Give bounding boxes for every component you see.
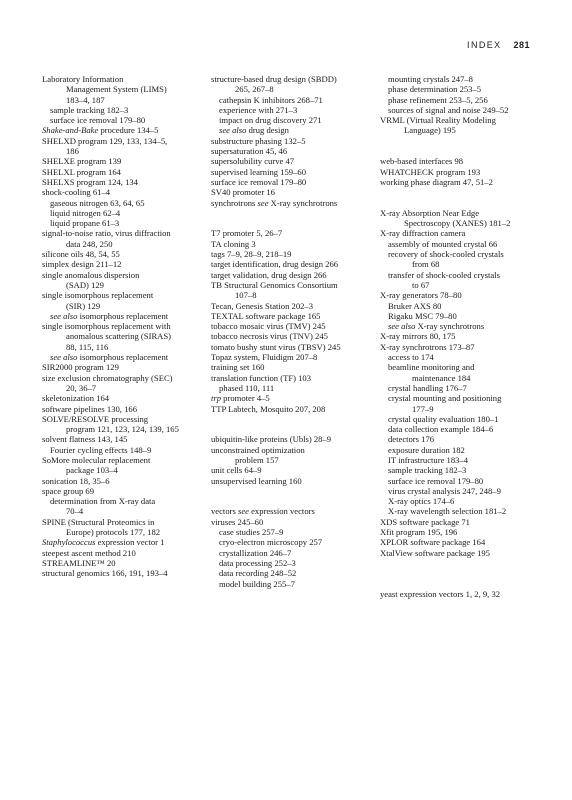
index-entry: Laboratory Information (42, 74, 124, 84)
index-entry: transfer of shock-cooled crystals (388, 269, 500, 280)
index-entry: X-ray generators 78–80 (380, 290, 462, 301)
index-entry: Staphylococcus expression vector 1 (42, 537, 165, 548)
index-entry: size exclusion chromatography (SEC) (42, 372, 173, 383)
index-entry: liquid propane 61–3 (50, 218, 120, 229)
index-entry: Management System (LIMS) (66, 84, 167, 95)
index-entry: gaseous nitrogen 63, 64, 65 (50, 197, 145, 208)
index-entry: phase determination 253–5 (388, 84, 482, 95)
index-entry: XPLOR software package 164 (380, 537, 486, 548)
index-entry: 177–9 (412, 403, 434, 414)
index-entry: single isomorphous replacement (42, 290, 154, 301)
index-entry: case studies 257–9 (219, 527, 284, 538)
index-entry: TA cloning 3 (211, 238, 256, 249)
index-entry: X-ray wavelength selection 181–2 (388, 506, 507, 517)
index-entry: X-ray Absorption Near Edge (380, 207, 480, 218)
index-spacer (211, 218, 381, 228)
index-entry: unconstrained optimization (211, 444, 305, 455)
index-entry: sample tracking 182–3 (50, 104, 129, 115)
index-entry: experience with 271–3 (219, 104, 298, 115)
index-entry: VRML (Virtual Reality Modeling (380, 115, 496, 126)
index-column-3 (380, 74, 560, 599)
index-entry: Topaz system, Fluidigm 207–8 (211, 352, 318, 363)
index-entry: 186 (66, 146, 79, 157)
index-entry: crystallization 246–7 (219, 547, 292, 558)
index-entry: Europe) protocols 177, 182 (66, 527, 161, 538)
index-entry: package 103–4 (66, 465, 118, 476)
index-entry: X-ray diffraction camera (380, 228, 466, 239)
index-spacer (380, 187, 560, 197)
index-entry: SOLVE/RESOLVE processing (42, 413, 149, 424)
index-entry: virus crystal analysis 247, 248–9 (388, 485, 501, 496)
index-entry: yeast expression vectors 1, 2, 9, 32 (380, 588, 501, 599)
index-entry: supersolubility curve 47 (211, 156, 295, 167)
index-entry: solvent flatness 143, 145 (42, 434, 128, 445)
index-spacer (211, 414, 381, 424)
index-entry: Tecan, Genesis Station 202–3 (211, 300, 314, 311)
index-entry: SHELXS program 124, 134 (42, 176, 138, 187)
index-entry: Spectroscopy (XANES) 181–2 (404, 218, 511, 229)
index-entry: supervised learning 159–60 (211, 166, 306, 177)
index-entry: cryo-electron microscopy 257 (219, 537, 323, 548)
index-entry: crystal handling 176–7 (388, 382, 467, 393)
index-entry: surface ice removal 179–80 (211, 176, 307, 187)
index-entry: tobacco necrosis virus (TNV) 245 (211, 331, 328, 342)
index-column-1 (42, 74, 202, 579)
index-entry: target validation, drug design 266 (211, 269, 327, 280)
index-entry: X-ray synchrotrons 173–87 (380, 341, 475, 352)
index-entry: unsupervised learning 160 (211, 475, 302, 486)
index-entry: silicone oils 48, 54, 55 (42, 249, 120, 260)
index-entry: TB Structural Genomics Consortium (211, 279, 338, 290)
index-spacer (380, 136, 560, 146)
index-entry: recovery of shock-cooled crystals (388, 249, 504, 260)
index-entry: access to 174 (388, 352, 434, 363)
index-entry: translation function (TF) 103 (211, 372, 312, 383)
index-entry: sample tracking 182–3 (388, 465, 467, 476)
index-entry: 107–8 (235, 290, 257, 301)
index-entry: Shake-and-Bake procedure 134–5 (42, 125, 159, 136)
index-entry: data 248, 250 (66, 238, 113, 249)
index-entry: unit cells 64–9 (211, 465, 262, 476)
index-entry: mounting crystals 247–8 (388, 74, 473, 84)
index-entry: Language) 195 (404, 125, 456, 136)
index-spacer (211, 496, 381, 506)
index-entry: target identification, drug design 266 (211, 259, 339, 270)
index-entry: (SIR) 129 (66, 300, 101, 311)
index-entry: skeletonization 164 (42, 393, 110, 404)
index-entry: SPINE (Structural Proteomics in (42, 516, 155, 527)
index-entry: see also isomorphous replacement (50, 352, 169, 363)
index-entry: signal-to-noise ratio, virus diffraction (42, 228, 171, 239)
index-entry: determination from X-ray data (50, 496, 156, 507)
index-entry: ubiquitin-like proteins (Ubls) 28–9 (211, 434, 332, 445)
index-entry: maintenance 184 (412, 372, 471, 383)
index-entry: SV40 promoter 16 (211, 187, 275, 198)
index-entry: 183–4, 187 (66, 94, 105, 105)
index-entry: surface ice removal 179–80 (50, 115, 146, 126)
index-entry: Fourier cycling effects 148–9 (50, 444, 152, 455)
index-spacer (380, 198, 560, 208)
page-number: 281 (513, 40, 530, 50)
index-spacer (380, 558, 560, 568)
index-entry: sources of signal and noise 249–52 (388, 104, 509, 115)
index-entry: single anomalous dispersion (42, 269, 140, 280)
index-entry: SoMore molecular replacement (42, 454, 151, 465)
index-entry: Bruker AXS 80 (388, 300, 442, 311)
index-entry: shock-cooling 61–4 (42, 187, 111, 198)
index-entry: 20, 36–7 (66, 382, 97, 393)
index-entry: synchrotrons see X-ray synchrotrons (211, 197, 338, 208)
index-entry: sonication 18, 35–6 (42, 475, 110, 486)
index-entry: SHELXE program 139 (42, 156, 122, 167)
index-entry: see also isomorphous replacement (50, 310, 169, 321)
index-entry: phased 110, 111 (219, 382, 275, 393)
index-spacer (211, 424, 381, 434)
index-entry: SHELXD program 129, 133, 134–5, (42, 135, 168, 146)
index-entry: impact on drug discovery 271 (219, 115, 322, 126)
index-entry: IT infrastructure 183–4 (388, 454, 469, 465)
index-entry: Xfit program 195, 196 (380, 527, 458, 538)
index-spacer (211, 486, 381, 496)
index-entry: steepest ascent method 210 (42, 547, 136, 558)
index-entry: supersaturation 45, 46 (211, 146, 288, 157)
index-entry: see also X-ray synchrotrons (388, 321, 485, 332)
running-header (467, 40, 530, 50)
index-entry: tobacco mosaic virus (TMV) 245 (211, 321, 326, 332)
index-entry: WHATCHECK program 193 (380, 166, 481, 177)
index-entry: training set 160 (211, 362, 265, 373)
index-entry: TTP Labtech, Mosquito 207, 208 (211, 403, 326, 414)
index-entry: data collection example 184–6 (388, 424, 494, 435)
index-entry: Rigaku MSC 79–80 (388, 310, 457, 321)
index-entry: SIR2000 program 129 (42, 362, 119, 373)
index-entry: model building 255–7 (219, 578, 295, 589)
index-entry: substructure phasing 132–5 (211, 135, 306, 146)
index-entry: trp promoter 4–5 (211, 393, 270, 404)
index-entry: XDS software package 71 (380, 516, 470, 527)
index-entry: liquid nitrogen 62–4 (50, 207, 121, 218)
index-entry: phase refinement 253–5, 256 (388, 94, 488, 105)
index-entry: cathepsin K inhibitors 268–71 (219, 94, 323, 105)
index-entry: crystal mounting and positioning (388, 393, 502, 404)
index-entry: XtalView software package 195 (380, 547, 490, 558)
index-entry: working phase diagram 47, 51–2 (380, 176, 493, 187)
index-spacer (380, 579, 560, 589)
index-entry: from 68 (412, 259, 440, 270)
index-entry: vectors see expression vectors (211, 506, 315, 517)
index-entry: beamline monitoring and (388, 362, 475, 373)
index-entry: crystal quality evaluation 180–1 (388, 413, 499, 424)
index-entry: software pipelines 130, 166 (42, 403, 137, 414)
index-entry: X-ray optics 174–6 (388, 496, 455, 507)
index-entry: structure-based drug design (SBDD) (211, 74, 337, 84)
index-entry: problem 157 (235, 454, 279, 465)
index-entry: surface ice removal 179–80 (388, 475, 484, 486)
index-entry: single isomorphous replacement with (42, 321, 171, 332)
index-entry: data processing 252–3 (219, 557, 296, 568)
index-entry: data recording 248–52 (219, 568, 297, 579)
index-entry: 88, 115, 116 (66, 341, 109, 352)
index-entry: to 67 (412, 279, 430, 290)
index-entry: exposure duration 182 (388, 444, 465, 455)
index-entry: see also drug design (219, 125, 289, 136)
index-entry: STREAMLINE™ 20 (42, 557, 116, 568)
index-entry: anomalous scattering (SIRAS) (66, 331, 172, 342)
index-spacer (211, 208, 381, 218)
index-spacer (380, 146, 560, 156)
index-column-2 (211, 74, 381, 589)
index-entry: 265, 267–8 (235, 84, 274, 95)
index-entry: T7 promoter 5, 26–7 (211, 228, 283, 239)
section-title: INDEX (467, 40, 502, 50)
index-entry: X-ray mirrors 80, 175 (380, 331, 456, 342)
index-entry: 70–4 (66, 506, 84, 517)
index-spacer (380, 568, 560, 578)
index-entry: assembly of mounted crystal 66 (388, 238, 498, 249)
index-entry: TEXTAL software package 165 (211, 310, 321, 321)
index-entry: (SAD) 129 (66, 279, 104, 290)
index-entry: program 121, 123, 124, 139, 165 (66, 424, 179, 435)
index-entry: simplex design 211–12 (42, 259, 122, 270)
index-entry: tags 7–9, 28–9, 218–19 (211, 249, 292, 260)
index-entry: SHELXL program 164 (42, 166, 121, 177)
index-entry: space group 69 (42, 485, 95, 496)
index-entry: web-based interfaces 98 (380, 156, 464, 167)
index-entry: detectors 176 (388, 434, 435, 445)
index-entry: tomato bushy stunt virus (TBSV) 245 (211, 341, 341, 352)
index-entry: structural genomics 166, 191, 193–4 (42, 568, 168, 579)
index-entry: viruses 245–60 (211, 516, 264, 527)
